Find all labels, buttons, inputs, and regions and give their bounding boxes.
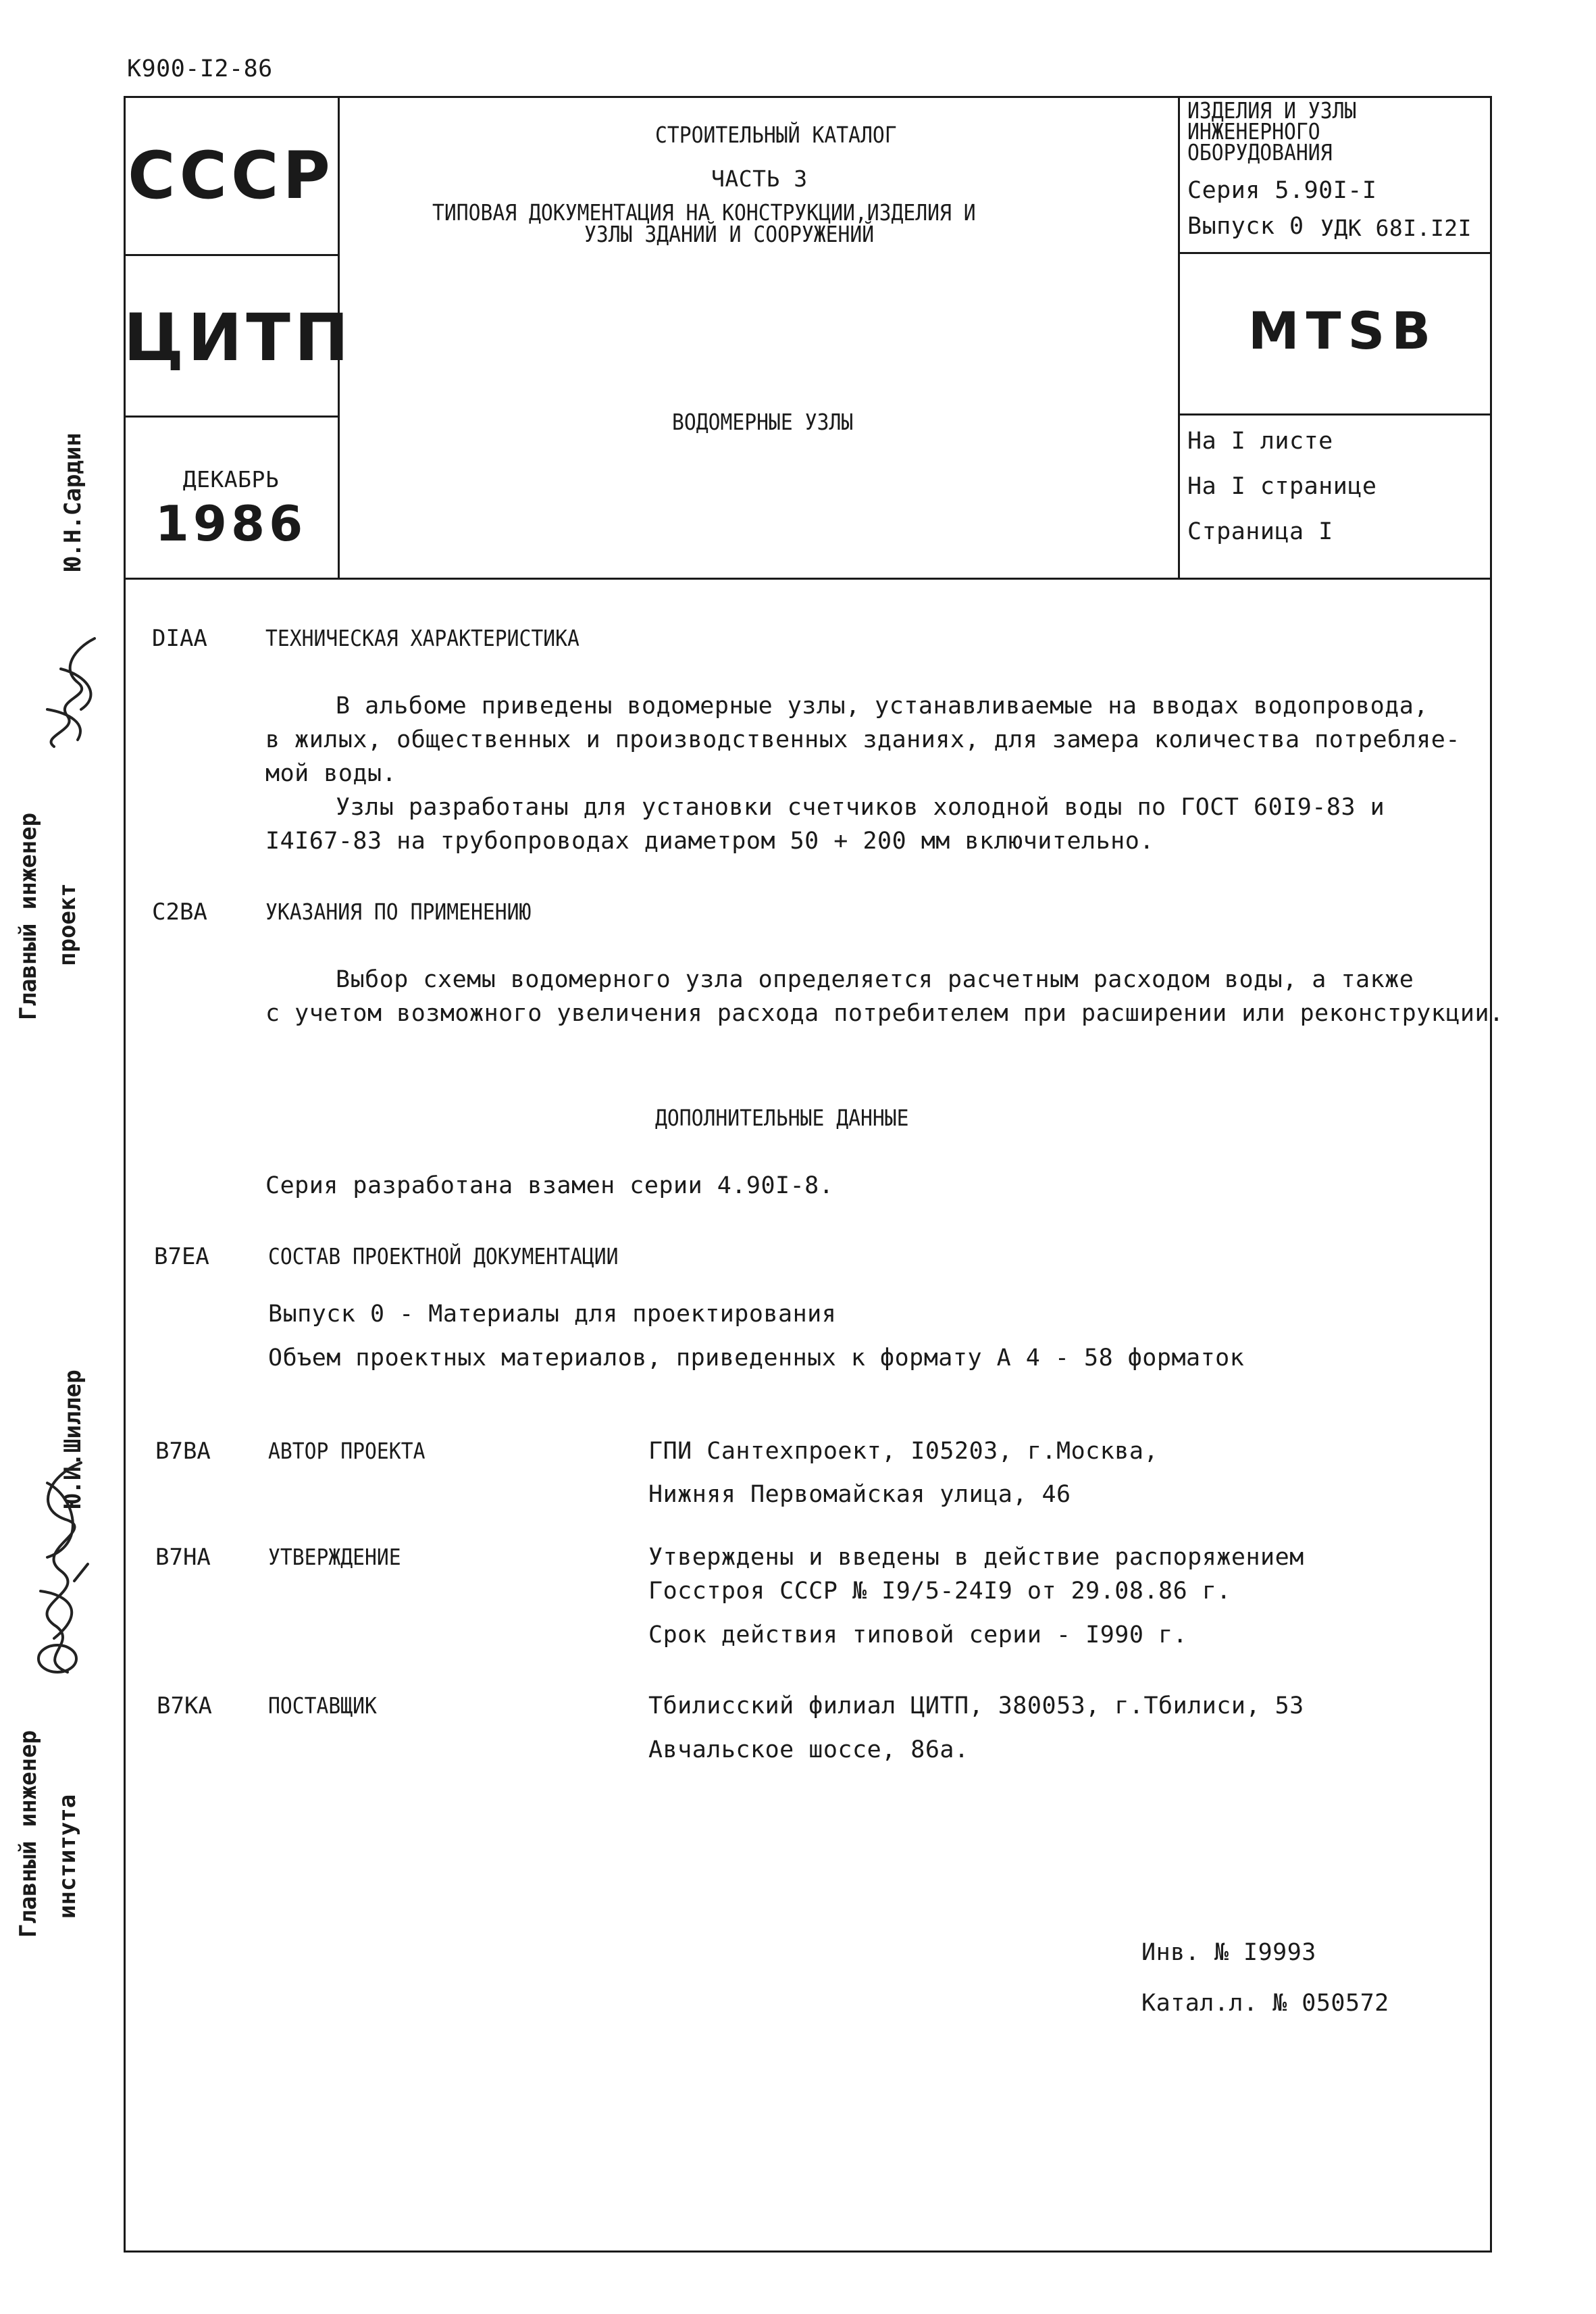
documentation-line2: Объем проектных материалов, приведенных к формату А 4 - 58 форматок — [268, 1344, 1245, 1372]
stamp-line-right-2 — [1178, 413, 1492, 416]
stamp-line-left-1 — [124, 254, 338, 256]
stamp-line-left-2 — [124, 416, 338, 418]
author-line1: ГПИ Сантехпроект, I05203, г.Москва, — [648, 1438, 1159, 1465]
documentation-line1: Выпуск 0 - Материалы для проектирования — [268, 1301, 837, 1328]
product-title: ВОДОМЕРНЫЕ УЗЛЫ — [672, 409, 854, 435]
section-code-b7ka: B7KA — [157, 1692, 212, 1719]
section-title-usage: УКАЗАНИЯ ПО ПРИМЕНЕНИЮ — [265, 899, 532, 925]
section-code-dlaa: DIAA — [152, 625, 207, 652]
technical-text-line1: В альбоме приведены водомерные узлы, устанавливаемые на вводах водопровода, — [336, 693, 1428, 720]
signature-1 — [14, 628, 122, 763]
org-citp: ЦИТП — [124, 300, 353, 376]
document-code: К900-I2-86 — [127, 55, 273, 82]
signatory-role-2-line1: Главный инженер — [15, 1730, 42, 1938]
signatory-name-1: Ю.Н.Сардин — [59, 432, 86, 571]
catalog-subtitle-line1: ТИПОВАЯ ДОКУМЕНТАЦИЯ НА КОНСТРУКЦИИ,ИЗДЕЛИЯ И — [432, 199, 976, 226]
category-line1: ИЗДЕЛИЯ И УЗЛЫ — [1187, 97, 1357, 124]
catalog-subtitle-line2: УЗЛЫ ЗДАНИЙ И СООРУЖЕНИЙ — [584, 221, 875, 247]
section-title-documentation: СОСТАВ ПРОЕКТНОЙ ДОКУМЕНТАЦИИ — [268, 1243, 619, 1269]
approval-line2: Госстроя СССР № I9/5-24I9 от 29.08.86 г. — [648, 1578, 1231, 1605]
section-title-approval: УТВЕРЖДЕНИЕ — [268, 1544, 401, 1570]
section-code-b7ea: B7EA — [154, 1243, 209, 1270]
pages-count: На I странице — [1187, 473, 1377, 500]
approval-line1: Утверждены и введены в действие распоряжением — [648, 1544, 1304, 1571]
supplier-line1: Тбилисский филиал ЦИТП, 380053, г.Тбилиси, 53 — [648, 1692, 1304, 1719]
issue-number: Выпуск 0 — [1187, 213, 1304, 240]
catalog-part: ЧАСТЬ 3 — [711, 166, 808, 192]
section-title-supplier: ПОСТАВЩИК — [268, 1692, 377, 1719]
additional-data-text: Серия разработана взамен серии 4.90I-8. — [265, 1172, 834, 1199]
section-code-c2ba: C2BA — [152, 899, 207, 926]
classification-code: MTSB — [1248, 301, 1438, 361]
usage-text-line1: Выбор схемы водомерного узла определяется расчетным расходом воды, а также — [336, 966, 1414, 993]
sheets-count: На I листе — [1187, 428, 1333, 455]
signatory-role-1-line2: проект — [54, 883, 81, 966]
signatory-name-2: Ю.И.Шиллер — [59, 1369, 86, 1508]
technical-text-line2: в жилых, общественных и производственных зданиях, для замера количества потребляе- — [265, 726, 1460, 753]
section-title-technical: ТЕХНИЧЕСКАЯ ХАРАКТЕРИСТИКА — [265, 625, 580, 651]
stamp-divider-right — [1178, 96, 1180, 578]
category-line2: ИНЖЕНЕРНОГО — [1187, 118, 1320, 145]
issue-month: ДЕКАБРЬ — [182, 466, 280, 493]
section-code-b7ba: B7BA — [155, 1438, 211, 1465]
page-number: Страница I — [1187, 518, 1333, 545]
stamp-bottom-line — [124, 578, 1492, 580]
catalog-sheet-number: Катал.л. № 050572 — [1141, 1990, 1389, 2017]
series-number: Серия 5.90I-I — [1187, 177, 1377, 204]
section-code-b7ha: B7HA — [155, 1544, 211, 1571]
catalog-title: СТРОИТЕЛЬНЫЙ КАТАЛОГ — [655, 122, 897, 148]
supplier-line2: Авчальское шоссе, 86а. — [648, 1736, 969, 1763]
inventory-number: Инв. № I9993 — [1141, 1939, 1316, 1966]
category-line3: ОБОРУДОВАНИЯ — [1187, 139, 1333, 166]
udk-code: УДК 68I.I2I — [1320, 215, 1472, 241]
author-line2: Нижняя Первомайская улица, 46 — [648, 1481, 1071, 1508]
signature-2 — [7, 1456, 122, 1686]
issue-year: 1986 — [155, 495, 307, 552]
stamp-line-right-1 — [1178, 252, 1492, 254]
technical-text-line3: мой воды. — [265, 760, 397, 787]
technical-text-line4: Узлы разработаны для установки счетчиков холодной воды по ГОСТ 60I9-83 и — [336, 794, 1385, 821]
usage-text-line2: с учетом возможного увеличения расхода потребителем при расширении или реконструкции. — [265, 1000, 1504, 1027]
section-title-author: АВТОР ПРОЕКТА — [268, 1438, 426, 1464]
approval-line3: Срок действия типовой серии - I990 г. — [648, 1621, 1188, 1649]
additional-data-title: ДОПОЛНИТЕЛЬНЫЕ ДАННЫЕ — [655, 1105, 909, 1131]
technical-text-line5: I4I67-83 на трубопроводах диаметром 50 + 200 мм включительно. — [265, 828, 1154, 855]
signatory-role-2-line2: института — [54, 1794, 81, 1919]
org-ussr: СССР — [128, 138, 334, 213]
signatory-role-1-line1: Главный инженер — [15, 812, 42, 1020]
